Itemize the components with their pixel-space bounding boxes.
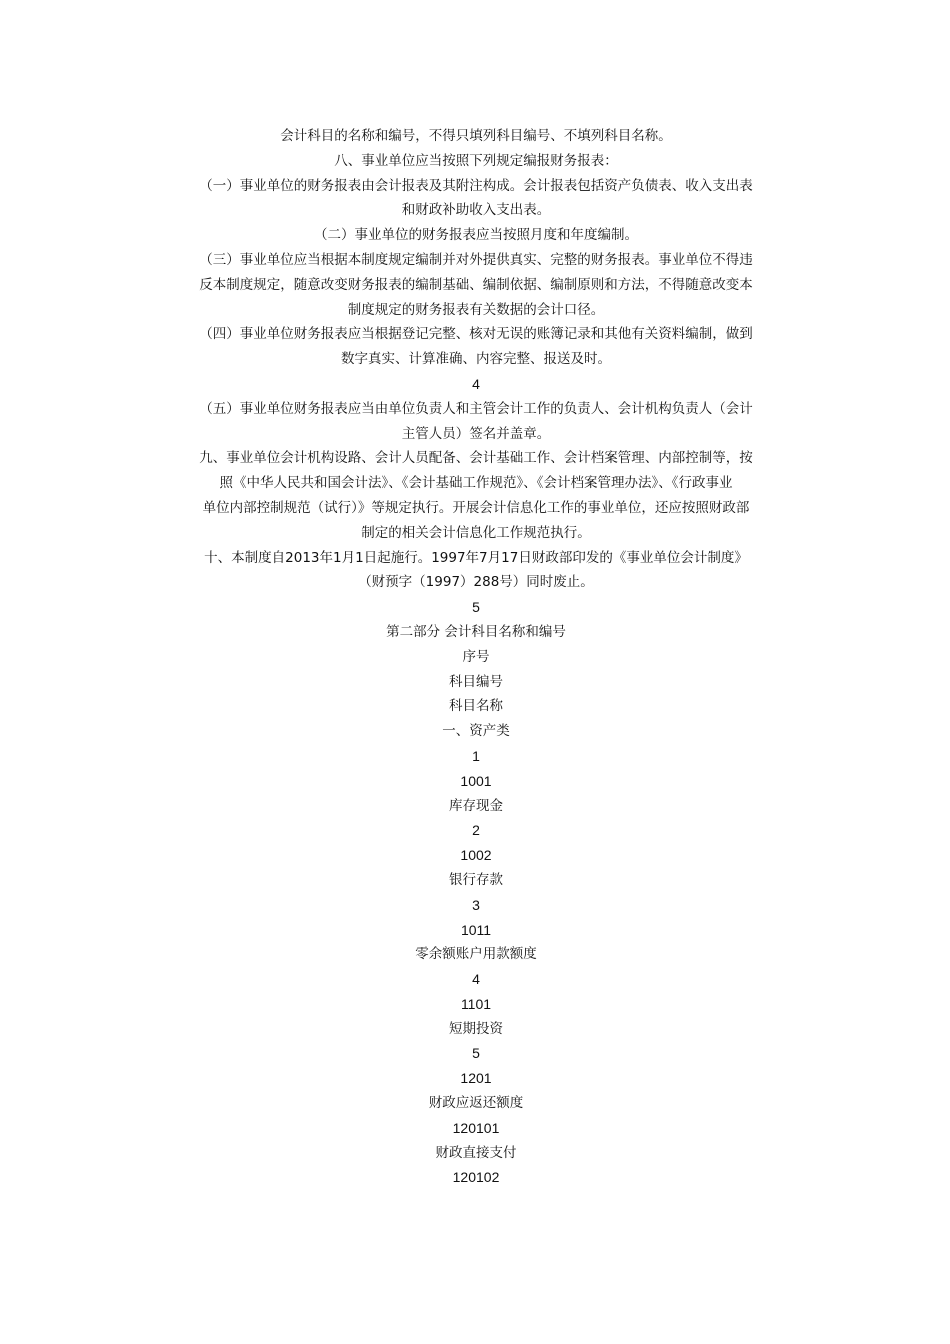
text-line: （三）事业单位应当根据本制度规定编制并对外提供真实、完整的财务报表。事业单位不得违	[199, 251, 753, 268]
page-number: 4	[472, 375, 480, 392]
account-index: 4	[472, 971, 480, 988]
page-number: 5	[472, 599, 480, 616]
text-line: 主管人员）签名并盖章。	[401, 425, 551, 442]
column-header-name: 科目名称	[449, 698, 503, 715]
account-code: 1101	[460, 995, 492, 1012]
text-line: 会计科目的名称和编号，不得只填列科目编号、不填列科目名称。	[280, 128, 672, 144]
text-line: （一）事业单位的财务报表由会计报表及其附注构成。会计报表包括资产负债表、收入支出表	[199, 177, 753, 194]
text-line: 反本制度规定，随意改变财务报表的编制基础、编制依据、编制原则和方法，不得随意改变本	[199, 276, 753, 293]
account-code: 1011	[460, 921, 492, 938]
sub-account-name: 财政直接支付	[435, 1144, 517, 1161]
account-index: 2	[472, 822, 480, 839]
account-index: 5	[472, 1045, 480, 1062]
account-name: 零余额账户用款额度	[415, 946, 537, 963]
account-index: 1	[472, 747, 480, 764]
account-name: 库存现金	[449, 797, 503, 814]
account-code: 1201	[460, 1070, 492, 1087]
section-heading: 八、事业单位应当按照下列规定编报财务报表：	[334, 152, 618, 169]
text-line: （五）事业单位财务报表应当由单位负责人和主管会计工作的负责人、会计机构负责人（会计	[199, 400, 753, 417]
text-line: 数字真实、计算准确、内容完整、报送及时。	[341, 351, 611, 368]
text-line: （四）事业单位财务报表应当根据登记完整、核对无误的账簿记录和其他有关资料编制，做到	[199, 326, 753, 343]
sub-account-code: 120102	[452, 1169, 500, 1186]
text-line: 单位内部控制规范（试行）》等规定执行。开展会计信息化工作的事业单位，还应按照财政部	[202, 499, 750, 516]
text-line: 制度规定的财务报表有关数据的会计口径。	[347, 301, 605, 318]
category-heading: 一、资产类	[442, 723, 510, 740]
section-heading: 九、事业单位会计机构设路、会计人员配备、会计基础工作、会计档案管理、内部控制等，按	[199, 450, 753, 467]
account-name: 银行存款	[449, 871, 503, 888]
column-header-index: 序号	[462, 648, 490, 665]
account-name: 短期投资	[449, 1020, 503, 1037]
account-name: 财政应返还额度	[428, 1095, 524, 1112]
section-heading: 十、本制度自2013年1月1日起施行。1997年7月17日财政部印发的《事业单位会计制度》	[204, 549, 748, 566]
account-index: 3	[472, 896, 480, 913]
part-title: 第二部分 会计科目名称和编号	[386, 623, 566, 640]
column-header-code: 科目编号	[449, 673, 503, 690]
text-line: 和财政补助收入支出表。	[401, 202, 551, 219]
account-code: 1002	[460, 847, 492, 864]
account-code: 1001	[460, 772, 492, 789]
text-line: 照《中华人民共和国会计法》、《会计基础工作规范》、《会计档案管理办法》、《行政事业	[219, 475, 733, 492]
text-line: （财预字（1997）288号）同时废止。	[358, 574, 594, 591]
text-line: 制定的相关会计信息化工作规范执行。	[361, 524, 591, 541]
sub-account-code: 120101	[452, 1119, 500, 1136]
document-page	[180, 124, 772, 1190]
text-line: （二）事业单位的财务报表应当按照月度和年度编制。	[314, 227, 638, 244]
